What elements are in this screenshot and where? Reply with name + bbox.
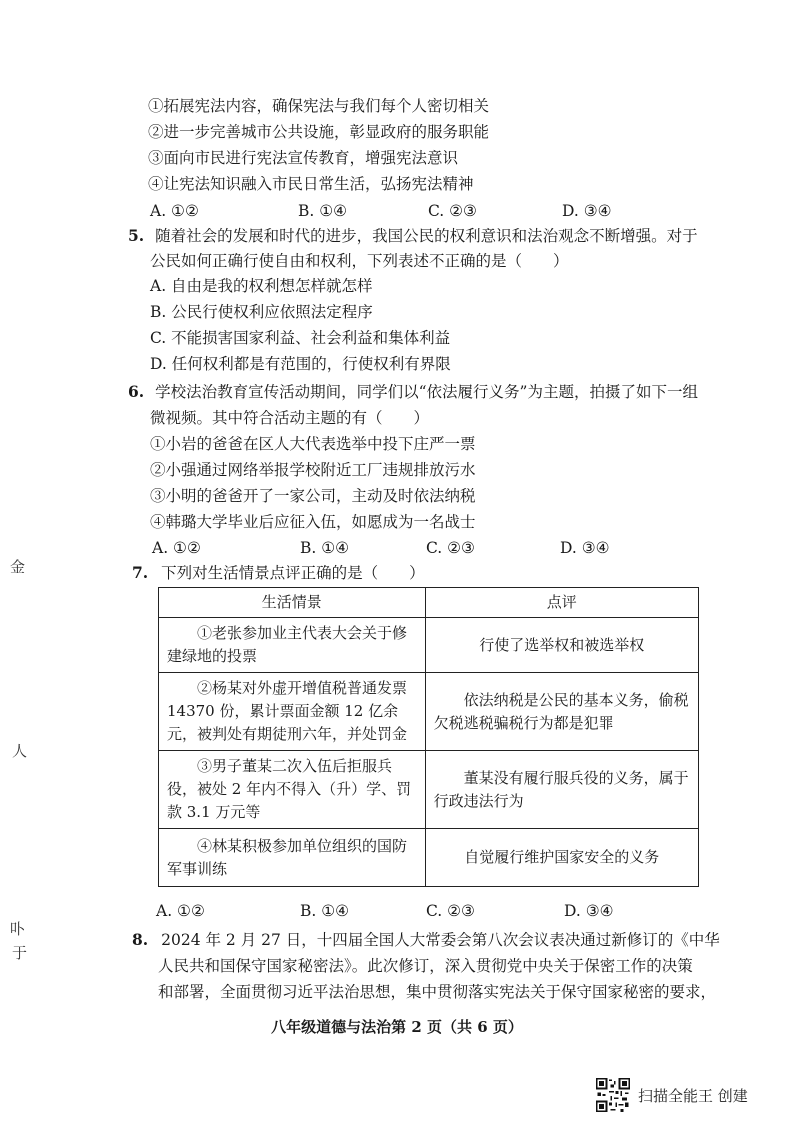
q4-choice-c[interactable]: C. ②③ xyxy=(428,202,477,220)
q5-number: 5. xyxy=(128,226,145,245)
margin-fragment: 金 xyxy=(10,558,26,576)
table-row xyxy=(159,751,699,829)
q6-choice-d[interactable]: D. ③④ xyxy=(560,539,610,557)
q4-choices xyxy=(150,201,710,221)
q6-choices xyxy=(152,538,712,558)
margin-fragment: 于 xyxy=(12,944,28,962)
scanner-brand-text: 扫描全能王 创建 xyxy=(638,1086,748,1105)
q7-choice-d[interactable]: D. ③④ xyxy=(564,902,614,920)
q4-statement-2: ②进一步完善城市公共设施，彰显政府的服务职能 xyxy=(148,123,490,141)
q4-choice-d[interactable]: D. ③④ xyxy=(562,202,612,220)
q7-table xyxy=(158,587,699,887)
table-header-row xyxy=(159,588,699,618)
table-header-scene: 生活情景 xyxy=(159,588,426,618)
scanner-watermark xyxy=(596,1078,748,1112)
q7-choice-c[interactable]: C. ②③ xyxy=(426,902,475,920)
table-row xyxy=(159,829,699,887)
margin-fragment: 卟 xyxy=(10,920,26,938)
q8-line-3: 和部署，全面贯彻习近平法治思想，集中贯彻落实宪法关于保守国家秘密的要求， xyxy=(158,983,717,1001)
q8-text: 2024 年 2 月 27 日，十四届全国人大常委会第八次会议表决通过新修订的《中华 xyxy=(161,931,720,949)
q7-stem-line xyxy=(132,563,425,583)
q4-statement-4: ④让宪法知识融入市民日常生活，弘扬宪法精神 xyxy=(148,175,474,193)
q6-statement-1: ①小岩的爸爸在区人大代表选举中投下庄严一票 xyxy=(150,435,476,453)
q5-choice-b[interactable]: B. 公民行使权利应依照法定程序 xyxy=(150,303,373,321)
q4-choice-b[interactable]: B. ①④ xyxy=(298,202,348,220)
table-cell-comment: 董某没有履行服兵役的义务，属于行政违法行为 xyxy=(425,751,698,829)
q8-line-2: 人民共和国保守国家秘密法》。此次修订，深入贯彻党中央关于保密工作的决策 xyxy=(158,957,693,975)
table-cell-scene: ③男子董某二次入伍后拒服兵役，被处 2 年内不得入（升）学、罚款 3.1 万元等 xyxy=(159,751,426,829)
qr-code-icon xyxy=(596,1078,630,1112)
q4-statement-1: ①拓展宪法内容，确保宪法与我们每个人密切相关 xyxy=(148,97,490,115)
table-cell-comment: 自觉履行维护国家安全的义务 xyxy=(425,829,698,887)
table-cell-scene: ②杨某对外虚开增值税普通发票 14370 份，累计票面金额 12 亿余元，被判处有期徒刑六年，并处罚金 xyxy=(159,673,426,751)
table-header-comment: 点评 xyxy=(425,588,698,618)
table-row xyxy=(159,673,699,751)
q7-choices xyxy=(156,901,716,921)
q6-number: 6. xyxy=(128,382,145,401)
page-footer: 八年级道德与法治第 2 页（共 6 页） xyxy=(271,1018,523,1036)
q6-stem: 学校法治教育宣传活动期间，同学们以“依法履行义务”为主题，拍摄了如下一组 xyxy=(155,383,698,401)
table-cell-comment: 依法纳税是公民的基本义务，偷税欠税逃税骗税行为都是犯罪 xyxy=(425,673,698,751)
q8-line-1 xyxy=(132,930,720,950)
q5-stem-line-1 xyxy=(128,226,698,246)
q6-stem-line-2: 微视频。其中符合活动主题的有（ ） xyxy=(150,409,430,427)
q5-choice-c[interactable]: C. 不能损害国家利益、社会利益和集体利益 xyxy=(150,329,451,347)
q6-choice-c[interactable]: C. ②③ xyxy=(426,539,475,557)
q5-choice-d[interactable]: D. 任何权利都是有范围的，行使权利有界限 xyxy=(150,355,451,373)
q4-choice-a[interactable]: A. ①② xyxy=(150,202,199,220)
q5-stem-line-2: 公民如何正确行使自由和权利，下列表述不正确的是（ ） xyxy=(150,252,569,270)
table-cell-scene: ①老张参加业主代表大会关于修建绿地的投票 xyxy=(159,618,426,673)
q6-choice-a[interactable]: A. ①② xyxy=(152,539,201,557)
q7-choice-a[interactable]: A. ①② xyxy=(156,902,205,920)
q6-choice-b[interactable]: B. ①④ xyxy=(300,539,350,557)
table-row xyxy=(159,618,699,673)
q7-stem: 下列对生活情景点评正确的是（ ） xyxy=(161,564,425,582)
q5-stem: 随着社会的发展和时代的进步，我国公民的权利意识和法治观念不断增强。对于 xyxy=(155,227,698,245)
q7-choice-b[interactable]: B. ①④ xyxy=(300,902,350,920)
q6-statement-3: ③小明的爸爸开了一家公司，主动及时依法纳税 xyxy=(150,487,476,505)
q6-stem-line-1 xyxy=(128,382,698,402)
margin-fragment: 人 xyxy=(12,742,28,760)
table-cell-comment: 行使了选举权和被选举权 xyxy=(425,618,698,673)
q7-number: 7. xyxy=(132,563,149,582)
q6-statement-4: ④韩璐大学毕业后应征入伍，如愿成为一名战士 xyxy=(150,513,476,531)
q4-statement-3: ③面向市民进行宪法宣传教育，增强宪法意识 xyxy=(148,149,459,167)
q5-choice-a[interactable]: A. 自由是我的权利想怎样就怎样 xyxy=(150,277,373,295)
q6-statement-2: ②小强通过网络举报学校附近工厂违规排放污水 xyxy=(150,461,476,479)
table-cell-scene: ④林某积极参加单位组织的国防军事训练 xyxy=(159,829,426,887)
q8-number: 8. xyxy=(132,930,149,949)
